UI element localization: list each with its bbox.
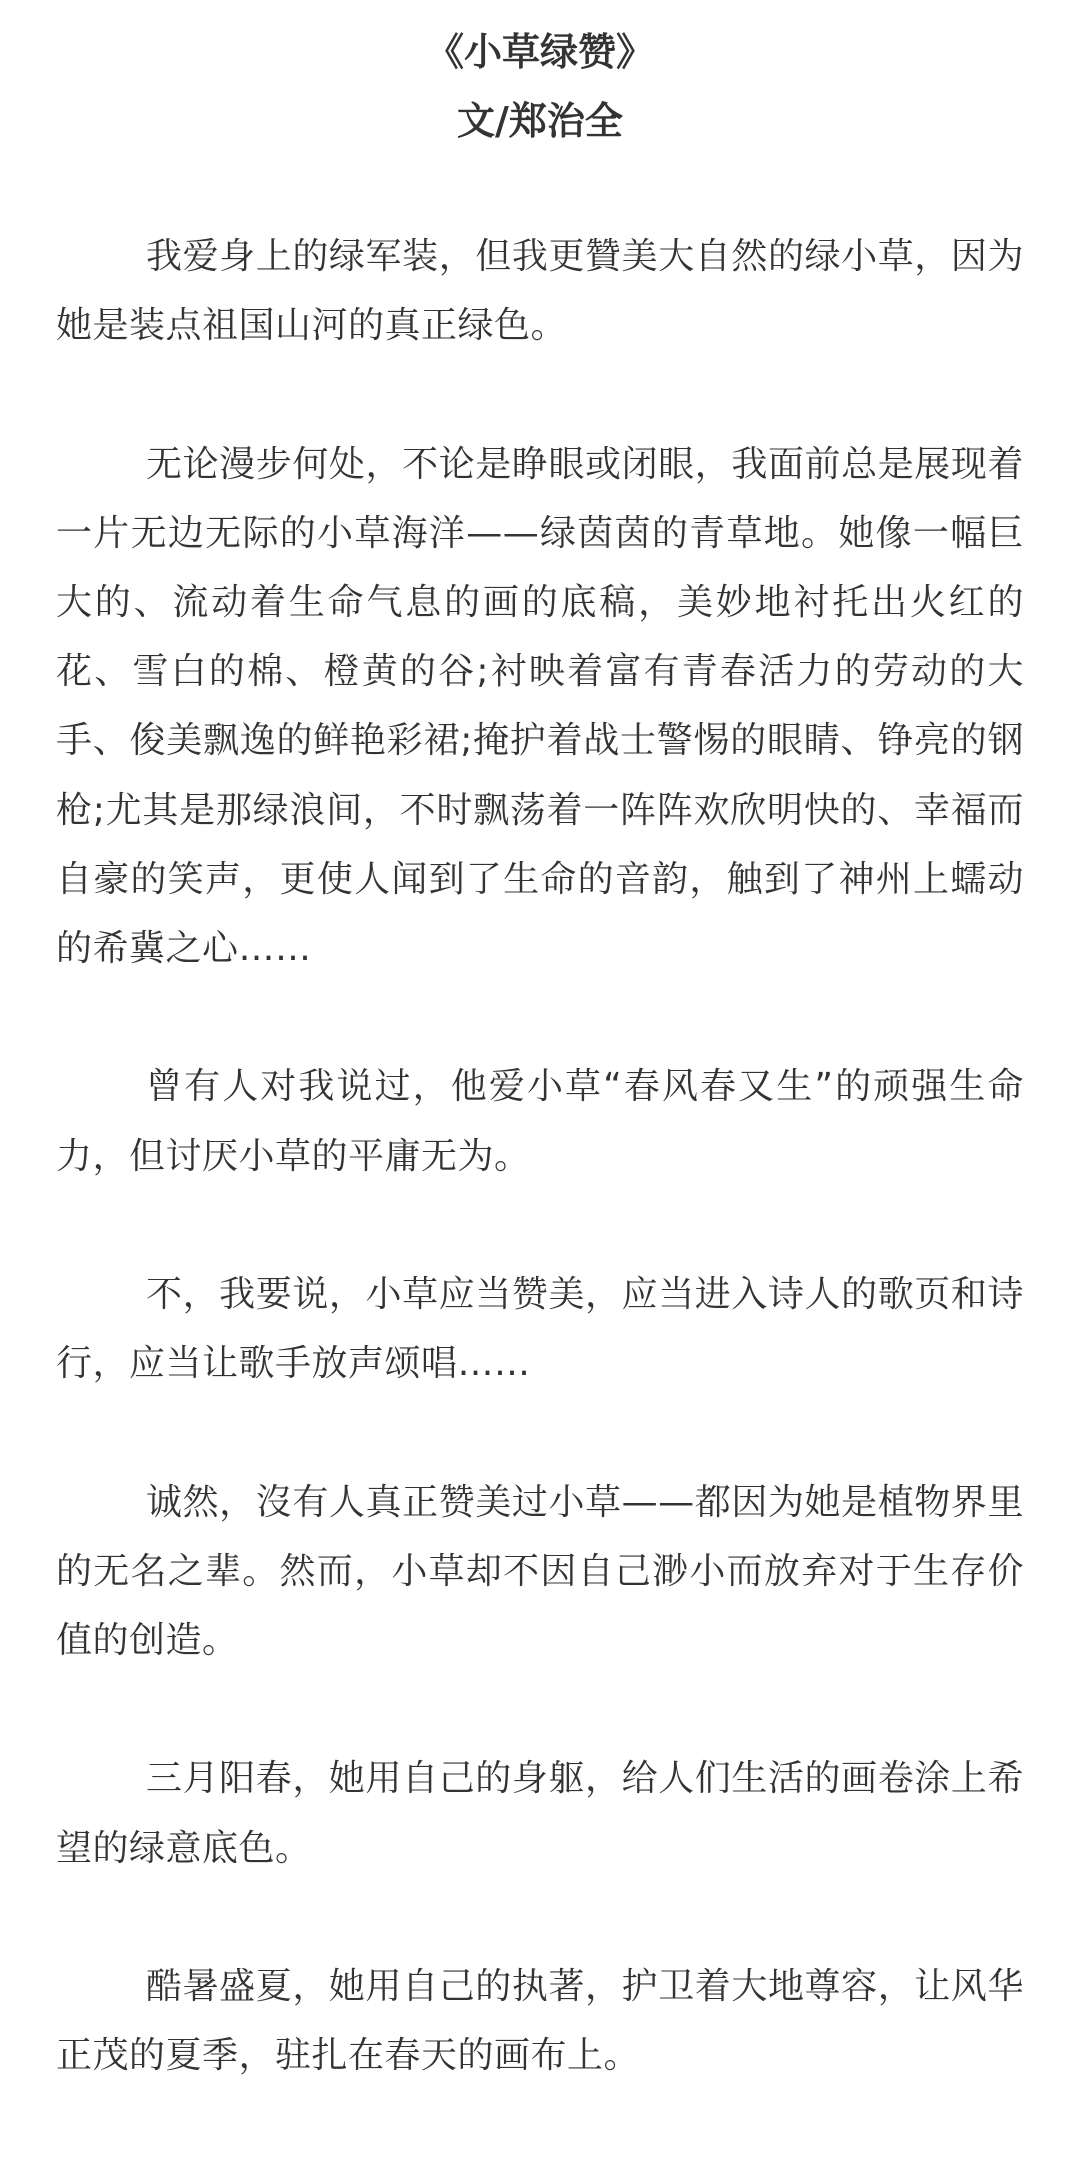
paragraph: 三月阳春，她用自己的身躯，给人们生活的画卷涂上希望的绿意底色。 bbox=[56, 1758, 1024, 1869]
paragraph: 曾有人对我说过，他爱小草“春风春又生”的顽强生命力，但讨厌小草的平庸无为。 bbox=[56, 1066, 1024, 1177]
paragraph: 酷暑盛夏，她用自己的执著，护卫着大地尊容，让风华正茂的夏季，驻扎在春天的画布上。 bbox=[56, 1965, 1024, 2077]
paragraph: 不，我要说，小草应当赞美，应当进入诗人的歌页和诗行，应当让歌手放声颂唱…… bbox=[56, 1274, 1024, 1385]
article-body bbox=[56, 222, 1024, 2160]
paragraph: 无论漫步何处，不论是睁眼或闭眼，我面前总是展现着一片无边无际的小草海洋——绿茵茵的青草地。她像一幅巨大的、流动着生命气息的画的底稿，美妙地衬托出火红的花、雪白的棉、橙黄的谷;衬映着富有青春活力的劳动的大手、俊美飘逸的鲜艳彩裙;掩护着战士警惕的眼睛、铮亮的钢枪;尤其是那绿浪间，不时飘荡着一阵阵欢欣明快的、幸福而自豪的笑声，更使人闻到了生命的音韵，触到了神州上蠕动的希冀之心…… bbox=[56, 443, 1024, 970]
paragraph: 我爱身上的绿军装，但我更贊美大自然的绿小草，因为她是装点祖国山河的真正绿色。 bbox=[56, 236, 1024, 347]
article-author: 文/郑治全 bbox=[457, 99, 623, 143]
article-title: 《小草绿赞》 bbox=[425, 30, 654, 74]
article-header bbox=[0, 0, 1080, 156]
paragraph: 诚然，沒有人真正赞美过小草——都因为她是植物界里的无名之辈。然而，小草却不因自己渺小而放弃对于生存价值的创造。 bbox=[56, 1481, 1024, 1661]
